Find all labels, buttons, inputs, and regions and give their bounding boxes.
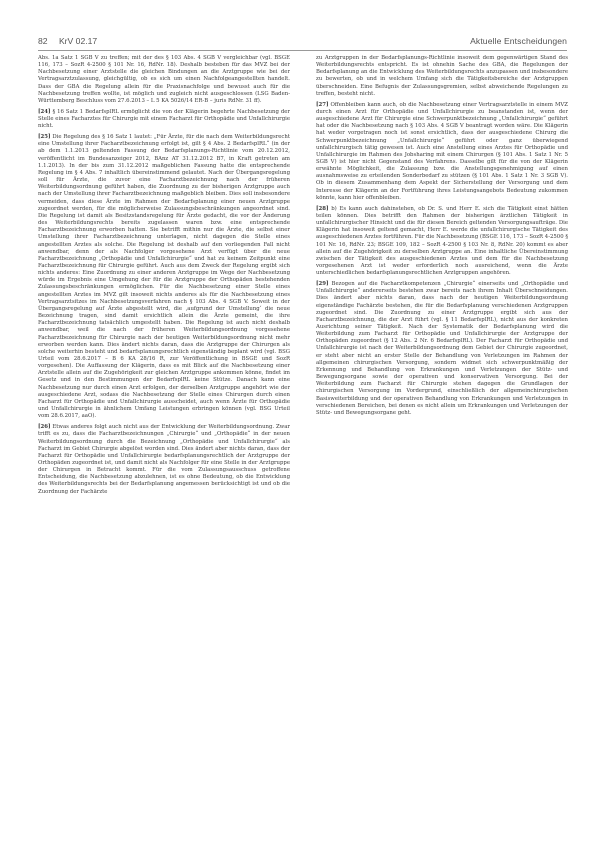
page-number: 82 [38, 36, 48, 46]
paragraph-text: zu Arztgruppen in der Bedarfsplanungs-Richtlinie insoweit dem gegenwärtigen Stand des Weiterbildungsrechts entspricht. Es ist ohnehin Sache des GBA, die Regelungen der Bedarfsplanung an die Entwicklung des Weiterbildungsrechts anzupassen und insbesondere zu bewerten, ob und in welchem Umfang sich die Tätigkeitsbereiche der Arztgruppen überschneiden. Eine Befugnis der Zulassungsgremien, selbst abweichende Regelungen zu treffen, besteht nicht. [316, 55, 568, 97]
header-left [38, 36, 97, 46]
paragraph [38, 424, 290, 496]
paragraph-text: Die Regelung des § 16 Satz 1 lautet: „Für Ärzte, für die nach dem Weiterbildungsrecht eine Umstellung ihrer Facharztbezeichnung erfolgt ist, gilt § 4 Abs. 2 BedarfsplRL“ (in der ab dem 1.1.2013 geltenden Fassung der Bedarfsplanungs-Richtlinie vom 20.12.2012, veröffentlicht im Bundesanzeiger 2012, BAnz AT 31.12.2012 B7, in Kraft getreten am 1.1.2013). In der bis zum 31.12.2012 maßgeblichen Fassung hatte die entsprechende Regelung im § 4 Abs. 7 inhaltlich übereinstimmend gelautet. Nach der Übergangsregelung soll für Ärzte, die zuvor eine Facharztbezeichnung nach der früheren Weiterbildungsordnung geführt haben, die Zuordnung zu der bisherigen Arztgruppe auch nach der Umstellung ihrer Facharztbezeichnung maßgeblich bleiben. Dies soll insbesondere vermeiden, dass diese Ärzte im Rahmen der Bedarfsplanung einer neuen Arztgruppe zugeordnet werden, für die möglicherweise Zulassungsbeschränkungen angeordnet sind. Die Regelung ist damit als Besitzstandsregelung für Ärzte gedacht, die vor der Änderung des Weiterbildungsrechts bereits zugelassen waren bzw. eine entsprechende Facharztbezeichnung erworben hatten. Sie betrifft mithin nur die Ärzte, die selbst einer Umstellung ihrer Facharztbezeichnung unterlagen, nicht dagegen die Stelle eines angestellten Arztes als solche. Die Regelung ist deshalb auf den vorliegenden Fall nicht anwendbar, denn der als Nachfolger vorgesehene Arzt verfügt über die neue Facharztbezeichnung „Orthopädie und Unfallchirurgie“ und hat zu keinem Zeitpunkt eine Facharztbezeichnung für Chirurgie geführt. Auch aus dem Zweck der Regelung ergibt sich nichts anderes: Eine Zuordnung zu einer anderen Arztgruppe im Wege der Nachbesetzung würde im Ergebnis eine Umgehung der für die Arztgruppe der Orthopäden bestehenden Zulassungsbeschränkungen ermöglichen. Für die Nachbesetzung einer Stelle eines angestellten Arztes im MVZ gilt insoweit nichts anderes als für die Nachbesetzung eines Vertragsarztsitzes im Nachbesetzungsverfahren nach § 103 Abs. 4 SGB V. Soweit in der Übergangsregelung auf Ärzte abgestellt wird, die ‚aufgrund der Umstellung‘ die neue Bezeichnung tragen, sind damit ersichtlich allein die Ärzte gemeint, die ihre Facharztbezeichnung tatsächlich umgestellt haben. Die Regelung ist auch nicht deshalb anwendbar, weil die nach der früheren Weiterbildungsordnung vorgesehene Facharztbezeichnung für Chirurgie nach der heutigen Weiterbildungsordnung nicht mehr erworben werden kann. Dies ändert nichts daran, dass die Arztgruppe der Chirurgen als solche weiterhin besteht und bedarfsplanungsrechtlich eigenständig beplant wird (vgl. BSG Urteil vom 28.6.2017 – B 6 KA 28/16 R, zur Veröffentlichung in BSGE und SozR vorgesehen). Die Auffassung der Klägerin, dass es mit Blick auf die Nachbesetzung einer Arztstelle allein auf die Zugehörigkeit zur gleichen Arztgruppe ankommen könne, findet im Gesetz und in den Bestimmungen der BedarfsplRL keine Stütze. Danach kann eine Nachbesetzung nur durch einen Arzt erfolgen, der derselben Arztgruppe angehört wie der ausgeschiedene Arzt, sodass die Nachbesetzung der Stelle eines Chirurgen durch einen Facharzt für Orthopädie und Unfallchirurgie ausscheidet, auch wenn Ärzte für Orthopädie und Unfallchirurgie in ähnlichem Umfang Leistungen erbringen können (vgl. BSG Urteil vom 28.6.2017, aaO). [38, 134, 290, 420]
page-header [38, 36, 567, 50]
paragraph [316, 281, 568, 417]
paragraph-text: Offenbleiben kann auch, ob die Nachbesetzung einer Vertragsarztstelle in einem MVZ durch einen Arzt für Orthopädie und Unfallchirurgie zu beanstanden ist, wenn der ausgeschiedene Arzt für Chirurgie eine Schwerpunktbezeichnung „Unfallchirurgie“ geführt hat oder die Nachbesetzung nach § 103 Abs. 4 SGB V beantragt worden wäre. Die Klägerin hat weder vorgetragen noch ist sonst ersichtlich, dass der ausgeschiedene Chirurg die Schwerpunktbezeichnung „Unfallchirurgie“ geführt oder ganz überwiegend unfallchirurgisch tätig gewesen ist. Auch eine Anstellung eines Arztes für Orthopädie und Unfallchirurgie im Rahmen des Jobsharing mit einem Chirurgen (§ 101 Abs. 1 Satz 1 Nr. 5 SGB V) ist hier nicht Gegenstand des Verfahrens. Dasselbe gilt für die von der Klägerin erwähnte Möglichkeit, die Zulassung bzw. die Anstellungsgenehmigung auf einen ausnahmsweise zu erteilenden Sonderbedarf zu stützen (§ 101 Abs. 1 Satz 1 Nr. 3 SGB V). Ob in diesem Zusammenhang dem Aspekt der Sicherstellung der Versorgung und dem Interesse der Klägerin an der Fortführung ihres Leistungsangebots Bedeutung zukommen könnte, kann hier offenbleiben. [316, 101, 568, 201]
paragraph-number: [26] [38, 424, 51, 431]
journal-name: KrV 02.17 [58, 36, 98, 46]
paragraph [316, 206, 568, 278]
paragraph [316, 55, 568, 98]
paragraph [38, 55, 290, 105]
paragraph [316, 102, 568, 202]
paragraph-number: [27] [316, 101, 329, 108]
paragraph-text: Abs. 1a Satz 1 SGB V zu treffen; mit der des § 103 Abs. 4 SGB V vergleichbar (vgl. BSGE 116, 173 – SozR 4-2500 § 101 Nr. 16, RdNr. 18). Deshalb besteben für das MVZ bei der Nachbesetzung einer Arztstelle die gleichen Bindungen an die Arztgruppe wie bei der Vertragsarztzulassung, gleichgültig, ob es sich um einen Nachfolgeangestellten handelt. Dass der GBA die Regelung allein für die Praxisnachfolge und bewusst auch für die Nachbesetzung treffen wollte, ist möglich und zugleich nicht ausgeschlossen (LSG Baden-Württemberg Beschluss vom 27.6.2013 – L 5 KA 5026/14 ER-B – juris RdNr. 31 ff). [38, 55, 290, 104]
paragraph-number: [24] [38, 108, 51, 115]
paragraph-number: [28] [316, 205, 329, 212]
paragraph-text: Bezogen auf die Facharztkompetenzen „Chirurgie“ einerseits und „Orthopädie und Unfallchirurgie“ andererseits bestehen zwar bereits nach ihrem Inhalt Überschneidungen. Dies ändert aber nichts daran, dass nach der heutigen Weiterbildungsordnung eigenständige Fachärzte bestehen, die für die Bedarfsplanung verschiedenen Arztgruppen zugeordnet sind. Die Zuordnung zu einer Arztgruppe ergibt sich aus der Facharztbezeichnung, die der Arzt führt (vgl. § 11 BedarfsplRL), nicht aus der konkreten Ausrichtung seiner Tätigkeit. Nach der Systematik der Bedarfsplanung wird die Weiterbildung zum Facharzt für Orthopädie und Unfallchirurgie der Arztgruppe der Orthopäden zugeordnet (§ 12 Abs. 2 Nr. 6 BedarfsplRL). Der Facharzt für Orthopädie und Unfallchirurgie ist nach der Weiterbildungsordnung dem Gebiet der Chirurgie zugeordnet, er steht aber nicht an erster Stelle der Behandlung von Verletzungen im Rahmen der allgemeinen chirurgischen Versorgung, sondern widmet sich schwerpunktmäßig der Erkennung und Behandlung von Erkrankungen und Verletzungen der Stütz- und Bewegungsorgane sowie der operativen und konservativen Versorgung. Bei der Weiterbildung zum Facharzt für Chirurgie stehen dagegen die Grundlagen der chirurgischen Versorgung im Vordergrund, einschließlich der allgemeinchirurgischen Basisweiterbildung und der operativen Behandlung von Erkrankungen und Verletzungen in verschiedenen Bereichen, bei denen es nicht allein um Erkrankungen und Verletzungen der Stütz- und Bewegungsorgane geht. [316, 281, 568, 416]
paragraph [38, 134, 290, 420]
paragraph-text: Etwas anderes folgt auch nicht aus der Entwicklung der Weiterbildungsordnung. Zwar trifft es zu, dass die Facharztbezeichnungen „Chirurgie“ und „Orthopädie“ in der neuen Weiterbildungsordnung durch die Bezeichnung „Orthopädie und Unfallchirurgie“ als Facharzt im Gebiet Chirurgie abgelöst worden sind. Dies ändert aber nichts daran, dass der Facharzt für Orthopädie und Unfallchirurgie bedarfsplanungsrechtlich der Arztgruppe der Orthopäden zugeordnet ist, und damit nicht als Nachfolger für eine Stelle in der Arztgruppe der Chirurgen in Betracht kommt. Für die vom Zulassungsausschuss getroffene Entscheidung, die Nachbesetzung abzulehnen, ist es ohne Bedeutung, ob die Entwicklung des Weiterbildungsrechts bei der Bedarfsplanung angemessen berücksichtigt ist und ob die Zuordnung der Fachärzte [38, 424, 290, 495]
left-column [38, 55, 290, 837]
paragraph-number: [29] [316, 281, 329, 288]
section-title: Aktuelle Entscheidungen [470, 36, 567, 46]
right-column [316, 55, 568, 837]
paragraph-number: [25] [38, 134, 51, 141]
paragraph [38, 109, 290, 130]
paragraph-text: b) Es kann auch dahinstehen, ob Dr. S. und Herr E. sich die Tätigkeit einst hätten teilen können. Dies betrifft den Rahmen der bisherigen ärztlichen Tätigkeit in unfallchirurgischer Hinsicht und die für diesen Bereich geltenden Versorgungsaufträge. Die Klägerin hat insoweit geltend gemacht, Herr E. werde die unfallchirurgische Tätigkeit des ausgeschiedenen Arztes fortführen. Für die Nachbesetzung (BSGE 116, 173 – SozR 4-2500 § 101 Nr. 16, RdNr. 23; BSGE 109, 182 – SozR 4-2500 § 103 Nr. 8, RdNr. 20) kommt es aber allein auf die Zugehörigkeit zu derselben Arztgruppe an. Eine inhaltliche Übereinstimmung zwischen der Tätigkeit des ausgeschiedenen Arztes und dem für die Nachbesetzung vorgesehenen Arzt ist weder erforderlich noch ausreichend, wenn die Ärzte unterschiedlichen bedarfsplanungsrechtlichen Arztgruppen angehören. [316, 205, 568, 277]
paragraph-text: § 16 Satz 1 BedarfsplRL ermöglicht die von der Klägerin begehrte Nachbesetzung der Stelle eines Facharztes für Chirurgie mit einem Facharzt für Orthopädie und Unfallchirurgie nicht. [38, 108, 290, 130]
header-rule [38, 50, 567, 51]
